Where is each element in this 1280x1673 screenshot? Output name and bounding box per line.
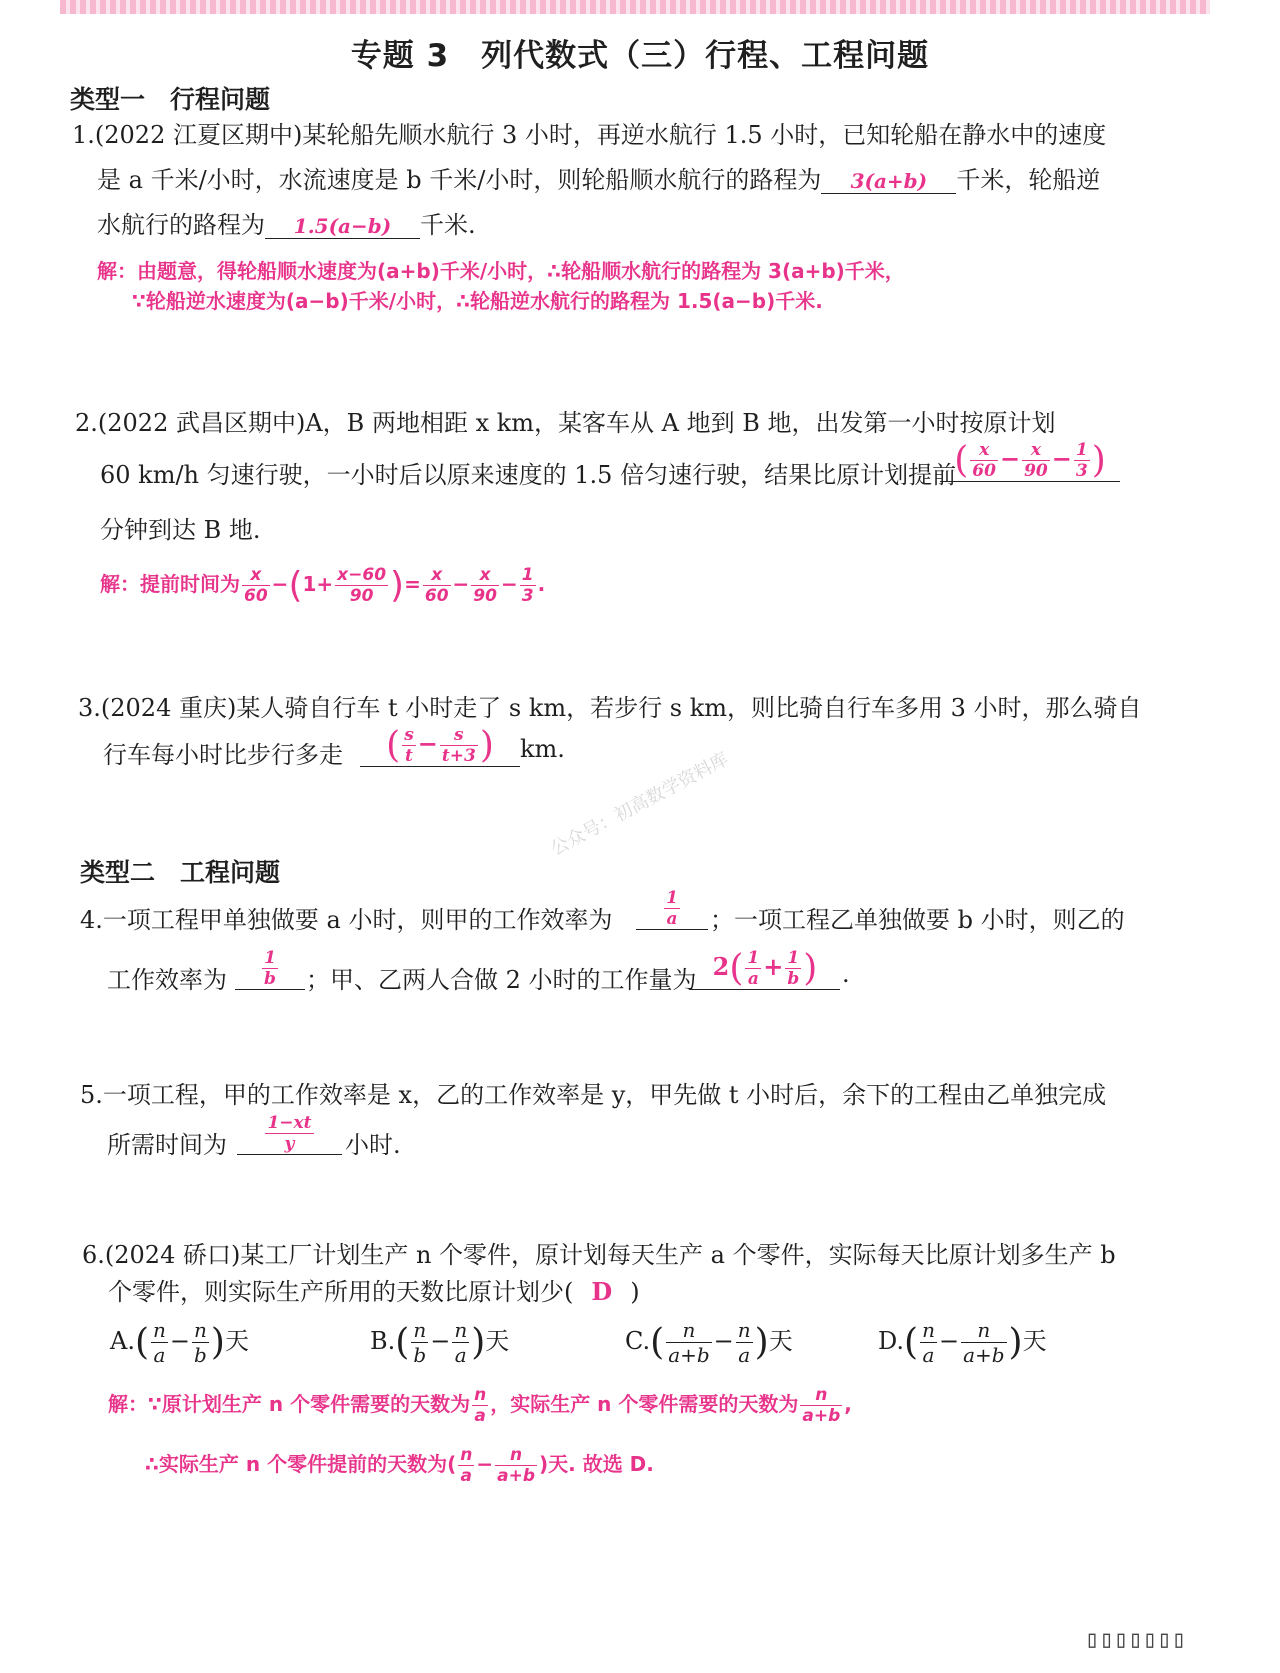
q1-line3 [97,205,476,240]
q6-text: ) [630,1278,640,1306]
q1-line2 [97,160,1100,195]
q3-line2 [103,735,343,770]
q2-line2 [100,455,956,490]
q4-text: 一项工程甲单独做要 a 小时，则甲的工作效率为 [102,906,613,934]
question-number: 2. [75,409,98,437]
q5-unit: 小时. [345,1131,401,1159]
watermark: 公众号：初高数学资料库 [547,748,733,861]
question-number: 3. [78,694,101,722]
section-heading-work: 类型二 工程问题 [80,858,281,887]
q3-text: 某人骑自行车 t 小时走了 s km，若步行 s km，则比骑自行车多用 3 小时，那么骑自 [236,694,1142,722]
q2-line3 [100,510,261,545]
q4-line2b: ；甲、乙两人合做 2 小时的工作量为 [306,966,697,994]
answer-choice: D [591,1277,613,1306]
option-c: C.( $\frac{n}{a+b}$ − $\frac{n}{a}$ )天 [625,1318,793,1367]
question-number: 5. [80,1081,103,1109]
q2-text: 60 km/h 匀速行驶，一小时后以原来速度的 1.5 倍匀速行驶，结果比原计划提前 [100,461,957,489]
q3-text: 行车每小时比步行多走 [103,741,343,769]
option-a: A.( $\frac{n}{a}$ − $\frac{n}{b}$ )天 [110,1318,249,1367]
page-title: 专题 3 列代数式（三）行程、工程问题 [350,38,930,74]
decorative-top-band [60,0,1210,14]
q5-answer-blank: $\frac{1-xt}{y}$ [237,1113,342,1155]
question-number: 1. [72,121,95,149]
page-corner-marks: ▯▯▯▯▯▯▯ [1085,1625,1187,1653]
section-heading-travel: 类型一 行程问题 [70,85,271,114]
q3-line1 [78,688,1142,723]
q5-line2 [107,1125,227,1160]
question-source: (2022 江夏区期中) [94,121,303,149]
question-number: 6. [82,1241,105,1269]
question-source: (2024 硚口) [104,1241,241,1269]
q2-text: A，B 两地相距 x km，某客车从 A 地到 B 地，出发第一小时按原计划 [305,409,1056,437]
q4-answer-blank-1: $\frac{1}{a}$ [636,888,708,930]
q4-answer-blank-2: $\frac{1}{b}$ [235,948,305,990]
q2-answer-blank: ( $\frac{x}{60}$ − $\frac{x}{90}$ − $\frac{1}{3}$ ) [940,440,1120,482]
question-source: (2024 重庆) [100,694,237,722]
q5-text: 所需时间为 [107,1131,227,1159]
question-number: 4. [80,906,103,934]
q6-line2 [108,1272,640,1307]
solution-text: ∵轮船逆水速度为(a−b)千米/小时，∴轮船逆水航行的路程为 1.5(a−b)千米. [132,289,823,313]
solution-text: 解：∵原计划生产 n 个零件需要的天数为 $\frac{n}{a}$ ，实际生产 n 个零件需要的天数为 $\frac{n}{a+b}$ , [108,1385,852,1426]
q1-line1 [72,115,1106,150]
q4-line1 [80,900,612,935]
q1-text: 千米，轮船逆 [956,166,1101,194]
q1-text: 水航行的路程为 [97,211,265,239]
q4-line1b: ；一项工程乙单独做要 b 小时，则乙的 [710,906,1125,934]
q5-line1 [80,1075,1106,1110]
q1-text: 是 a 千米/小时，水流速度是 b 千米/小时，则轮船顺水航行的路程为 [97,166,822,194]
q2-line1 [75,403,1056,438]
q6-text: 某工厂计划生产 n 个零件，原计划每天生产 a 个零件，实际每天比原计划多生产 b [240,1241,1116,1269]
q6-text: 个零件，则实际生产所用的天数比原计划少( [108,1278,574,1306]
q3-answer-blank: ( $\frac{s}{t}$ − $\frac{s}{t+3}$ ) [360,725,520,767]
question-source: (2022 武昌区期中) [97,409,306,437]
option-b: B.( $\frac{n}{b}$ − $\frac{n}{a}$ )天 [370,1318,510,1367]
q6-line1 [82,1235,1116,1270]
answer-blank: 3(a+b) [821,169,956,194]
q4-line2 [107,960,227,995]
q4-answer-blank-3: 2( $\frac{1}{a}$ + $\frac{1}{b}$ ) [690,948,840,990]
q5-text: 一项工程，甲的工作效率是 x，乙的工作效率是 y，甲先做 t 小时后，余下的工程由乙单独完成 [102,1081,1107,1109]
q2-text: 分钟到达 B 地. [100,516,261,544]
option-d: D.( $\frac{n}{a}$ − $\frac{n}{a+b}$ )天 [878,1318,1047,1367]
solution-text: ∴实际生产 n 个零件提前的天数为( $\frac{n}{a}$ − $\frac{n}{a+b}$ )天. 故选 D. [145,1445,654,1486]
q3-unit: km. [520,735,565,763]
q1-text: 千米. [420,211,476,239]
solution-text: 解：由题意，得轮船顺水速度为(a+b)千米/小时，∴轮船顺水航行的路程为 3(a+b)千米， [97,259,905,283]
q1-text: 某轮船先顺水航行 3 小时，再逆水航行 1.5 小时，已知轮船在静水中的速度 [302,121,1107,149]
q4-text: 工作效率为 [107,966,227,994]
answer-blank: 1.5(a−b) [265,214,420,239]
solution-text: 解：提前时间为 $\frac{x}{60}$ −(1+ $\frac{x-60}{90}$ )= $\frac{x}{60}$ − $\frac{x}{90}$ − $\frac{1}{3}$ . [100,565,546,606]
q4-end: . [842,960,850,988]
